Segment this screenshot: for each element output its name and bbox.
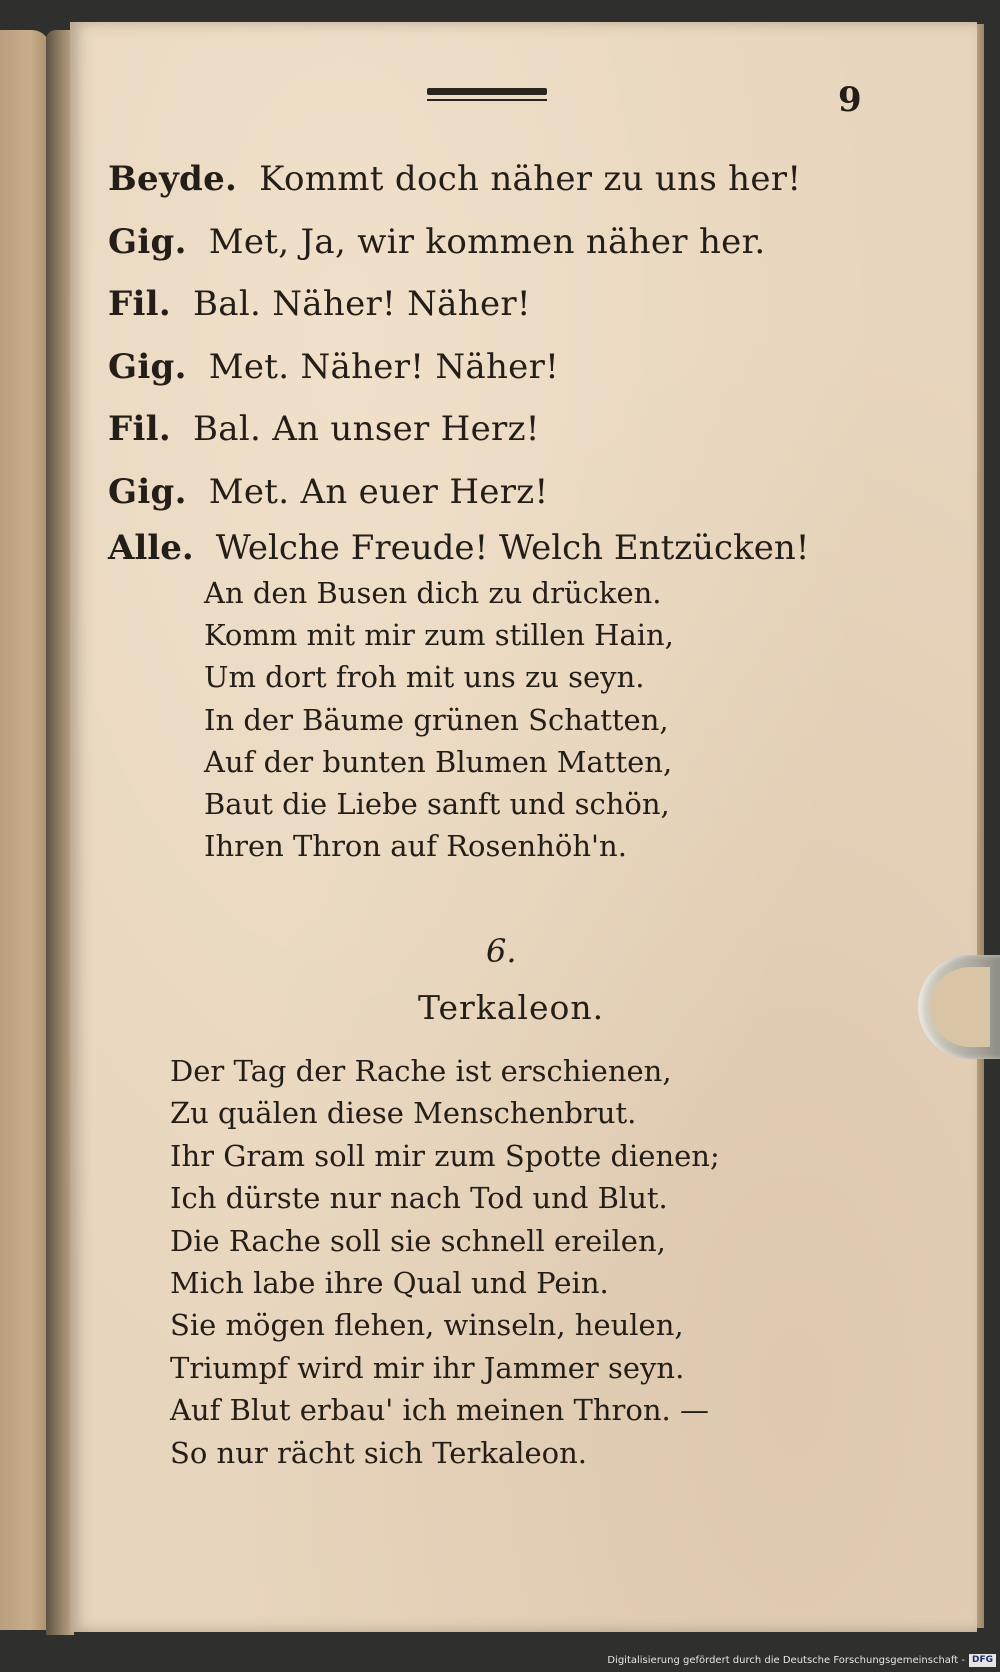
poem-line: Triumpf wird mir ihr Jammer seyn. [170,1350,685,1385]
terkaleon-poem [170,1050,810,1474]
dfg-logo: DFG [969,1654,996,1667]
dialogue-text: Bal. Näher! Näher! [193,284,531,324]
section-title: Terkaleon. [418,988,605,1027]
poem-line: Ihr Gram soll mir zum Spotte dienen; [170,1138,720,1173]
speaker-name: Gig. [108,471,187,512]
digitization-credit-bar [600,1649,1000,1672]
dialogue-text: Kommt doch näher zu uns her! [259,159,802,199]
dialogue-line [108,398,748,461]
dialogue-text: Met. An euer Herz! [208,471,549,512]
verse-line: Baut die Liebe sanft und schön, [204,786,670,821]
speaker-name: Fil. [108,409,172,449]
dialogue-text: Met. Näher! Näher! [208,346,560,387]
dialogue-line [108,336,748,399]
header-rule [427,88,547,101]
alle-chorus-block [108,524,828,867]
dialogue-line [108,273,748,336]
verse-line: Ihren Thron auf Rosenhöh'n. [204,829,627,864]
speaker-name: Alle. [108,528,194,568]
poem-line: Zu quälen diese Menschenbrut. [170,1096,637,1131]
dialogue-line [108,148,802,211]
scanner-clip-inner [930,967,990,1047]
dialogue-text: Welche Freude! Welch Entzücken! [215,528,810,568]
poem-line: Der Tag der Rache ist erschienen, [170,1054,672,1088]
speaker-name: Gig. [108,346,187,387]
poem-line: Ich dürste nur nach Tod und Blut. [170,1181,668,1216]
section-number: 6. [486,932,517,970]
digitization-credit-text: Digitalisierung gefördert durch die Deutsche Forschungsgemeinschaft - [607,1655,965,1666]
dialogue-block [108,148,802,523]
dialogue-line [108,211,766,274]
verse-line: Komm mit mir zum stillen Hain, [204,618,674,653]
verse-line: In der Bäume grünen Schatten, [204,702,669,737]
dialogue-text: Bal. An unser Herz! [193,409,540,449]
verse-line: Um dort froh mit uns zu seyn. [204,660,645,695]
dialogue-text: Met, Ja, wir kommen näher her. [208,221,766,262]
header-rule-thick [427,88,547,95]
facing-page-edge [0,30,50,1630]
verse-line: An den Busen dich zu drücken. [204,576,662,610]
poem-line: Mich labe ihre Qual und Pein. [170,1265,609,1300]
speaker-name: Fil. [108,284,172,324]
speaker-name: Gig. [108,221,187,262]
poem-line: Auf Blut erbau' ich meinen Thron. — [170,1393,709,1428]
poem-line: So nur rächt sich Terkaleon. [170,1435,587,1470]
dialogue-line [108,461,748,524]
poem-line: Sie mögen flehen, winseln, heulen, [170,1308,684,1343]
verse-line: Auf der bunten Blumen Matten, [204,744,673,779]
speaker-name: Beyde. [108,159,238,199]
poem-line: Die Rache soll sie schnell ereilen, [170,1223,666,1258]
alle-first-line [108,524,828,572]
header-rule-thin [427,99,547,101]
alle-verse [204,572,828,867]
page-number: 9 [838,80,862,120]
